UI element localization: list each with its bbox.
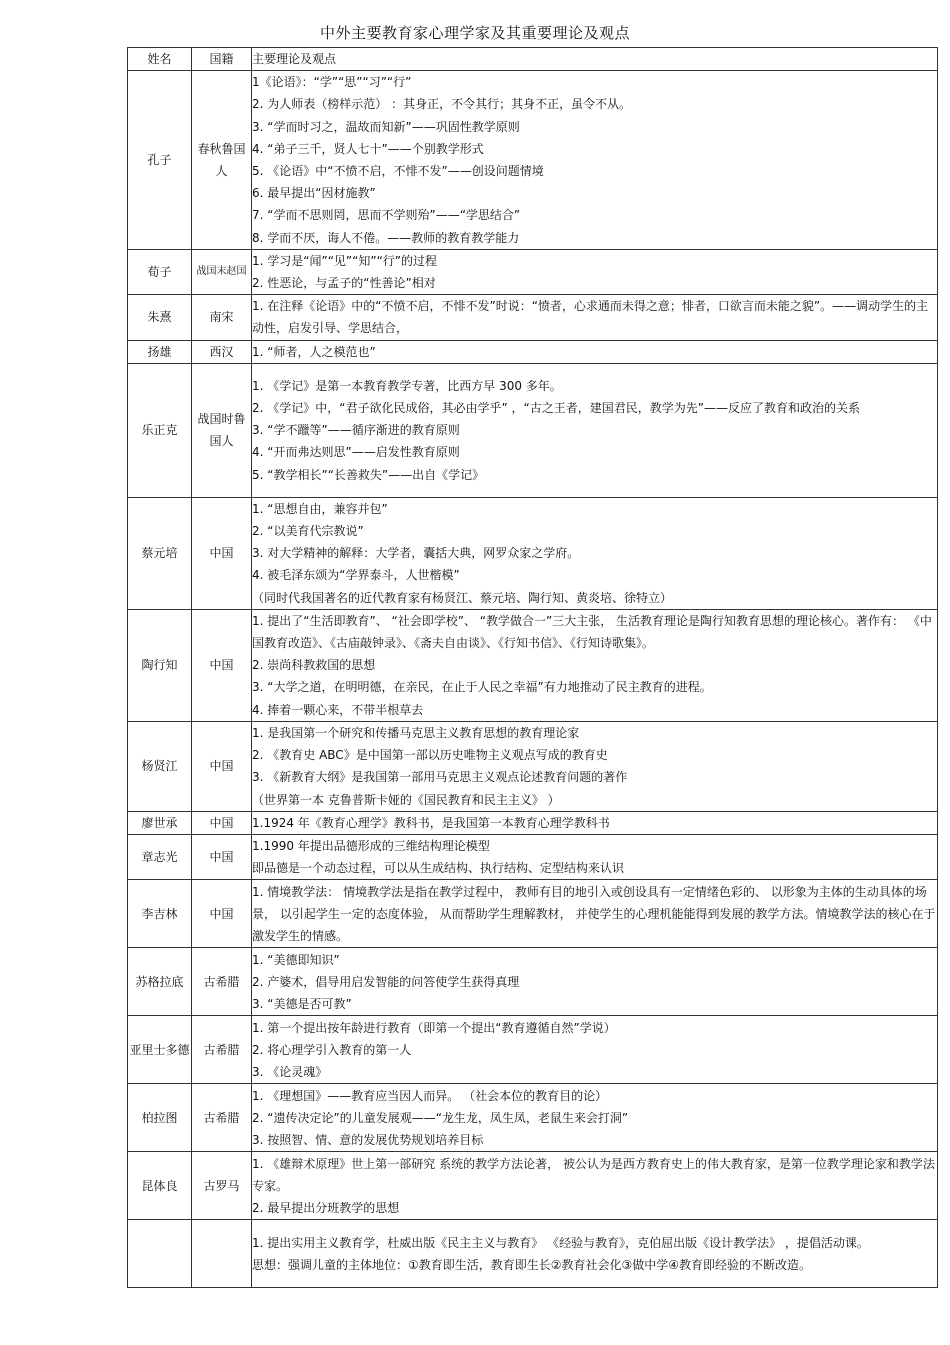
- theory-line: 6. 最早提出“因材施教”: [252, 186, 376, 201]
- theory-line: 2. 为人师表（榜样示范） ：其身正，不令其行；其身不正，虽令不从。: [252, 97, 632, 112]
- theory-line: 2. 崇尚科教救国的思想: [252, 658, 376, 673]
- theory-line: 1.1924 年《教育心理学》教科书，是我国第一本教育心理学教科书: [252, 815, 610, 830]
- theory-line: 3. “学不躐等”——循序渐进的教育原则: [252, 423, 460, 438]
- theory-line: 2. “以美育代宗教说”: [252, 524, 364, 539]
- theory-cell: [252, 811, 938, 834]
- theory-line: 3. 按照智、情、意的发展优势规划培养目标: [252, 1133, 484, 1148]
- theory-line: 8. 学而不厌，诲人不倦。——教师的教育教学能力: [252, 230, 520, 245]
- educator-nationality: 中国: [192, 835, 252, 880]
- theory-line: 3. “美德是否可教”: [252, 997, 352, 1012]
- theory-line: 2. “遗传决定论”的儿童发展观——“龙生龙，凤生凤，老鼠生来会打洞”: [252, 1110, 629, 1125]
- theory-cell: [252, 340, 938, 363]
- table-row: [128, 721, 938, 811]
- theory-cell: [252, 835, 938, 880]
- theory-line: 即品德是一个动态过程，可以从生成结构、执行结构、定型结构来认识: [252, 861, 625, 876]
- theory-line: 1. “师者，人之模范也”: [252, 344, 376, 359]
- theory-line: 1. 《学记》是第一本教育教学专著，比西方早 300 多年。: [252, 378, 562, 393]
- table-body: [128, 71, 938, 1288]
- document-title: 中外主要教育家心理学家及其重要理论及观点: [319, 24, 630, 42]
- theory-line: 3. 《论灵魂》: [252, 1065, 328, 1080]
- educator-nationality: 中国: [192, 880, 252, 948]
- theory-line: 4. “弟子三千，贤人七十”——个别教学形式: [252, 141, 484, 156]
- theory-cell: [252, 1220, 938, 1288]
- educator-nationality: 中国: [192, 721, 252, 811]
- table-row: [128, 948, 938, 1016]
- theory-line: 4. 捧着一颗心来，不带半根草去: [252, 702, 424, 717]
- theory-cell: [252, 1016, 938, 1084]
- educator-name: 荀子: [128, 249, 192, 294]
- theory-line: 2. 《学记》中，“君子欲化民成俗，其必由学乎” ，“古之王者，建国君民，教学为先”——反应了教育和政治的关系: [252, 401, 860, 416]
- educator-nationality: 中国: [192, 497, 252, 609]
- theory-cell: [252, 71, 938, 250]
- table-row: [128, 1016, 938, 1084]
- table-row: [128, 880, 938, 948]
- theory-cell: [252, 295, 938, 340]
- table-row: [128, 340, 938, 363]
- educator-name: 苏格拉底: [128, 948, 192, 1016]
- theory-line: 2. 《教育史 ABC》是中国第一部以历史唯物主义观点写成的教育史: [252, 748, 608, 763]
- educator-nationality: 战国时鲁国人: [192, 363, 252, 497]
- educator-nationality: 战国末赵国: [192, 249, 252, 294]
- educator-nationality: 中国: [192, 609, 252, 721]
- theory-cell: [252, 1084, 938, 1152]
- educator-nationality: 南宋: [192, 295, 252, 340]
- educator-nationality: 古希腊: [192, 948, 252, 1016]
- theory-line: 2. 将心理学引入教育的第一人: [252, 1042, 412, 1057]
- table-row: [128, 295, 938, 340]
- educators-table: [127, 47, 938, 1288]
- educator-name: 朱熹: [128, 295, 192, 340]
- theory-line: 7. “学而不思则罔，思而不学则殆”——“学思结合”: [252, 208, 521, 223]
- table-row: [128, 363, 938, 497]
- educator-name: 李吉林: [128, 880, 192, 948]
- theory-line: 2. 性恶论，与孟子的“性善论”相对: [252, 276, 436, 291]
- theory-line: 4. 被毛泽东颂为“学界泰斗，人世楷模”: [252, 568, 460, 583]
- educator-nationality: 古希腊: [192, 1016, 252, 1084]
- educator-nationality: 中国: [192, 811, 252, 834]
- theory-cell: [252, 497, 938, 609]
- theory-line: 4. “开而弗达则思”——启发性教育原则: [252, 445, 460, 460]
- educator-name: 亚里士多德: [128, 1016, 192, 1084]
- theory-line: 1. 提出实用主义教育学，杜威出版《民主主义与教育》 《经验与教育》，克伯屈出版《设计教学法》 ，提倡活动课。: [252, 1235, 869, 1250]
- educator-name: 杨贤江: [128, 721, 192, 811]
- theory-line: 1. 提出了“生活即教育”、 “社会即学校”、 “教学做合一”三大主张， 生活教育理论是陶行知教育思想的理论核心。著作有： 《中国教育改造》、《古庙敲钟录》、《斋夫自由谈》、《行知书信》、《行知诗歌集》。: [252, 613, 932, 651]
- theory-cell: [252, 363, 938, 497]
- educator-name: 昆体良: [128, 1152, 192, 1220]
- theory-line: 1. “美德即知识”: [252, 952, 340, 967]
- table-row: [128, 609, 938, 721]
- theory-cell: [252, 880, 938, 948]
- theory-cell: [252, 948, 938, 1016]
- educator-nationality: [192, 1220, 252, 1288]
- table-row: [128, 1084, 938, 1152]
- educator-nationality: 春秋鲁国人: [192, 71, 252, 250]
- theory-cell: [252, 609, 938, 721]
- theory-line: 3. “大学之道，在明明德，在亲民，在止于人民之幸福”有力地推动了民主教育的进程。: [252, 680, 712, 695]
- table-header-row: [128, 48, 938, 71]
- theory-line: 1. 在注释《论语》中的“不愤不启，不悱不发”时说：“愤者，心求通而未得之意；悱者，口欲言而未能之貌”。——调动学生的主动性，启发引导、学思结合，: [252, 299, 929, 336]
- table-row: [128, 1220, 938, 1288]
- theory-line: 5. “教学相长”“长善救失”——出自《学记》: [252, 467, 485, 482]
- educator-name: 柏拉图: [128, 1084, 192, 1152]
- theory-line: （世界第一本 克鲁普斯卡娅的《国民教育和民主主义》 ）: [252, 792, 560, 807]
- header-nationality: 国籍: [192, 48, 252, 71]
- theory-line: 5. 《论语》中“不愤不启，不悱不发”——创设问题情境: [252, 164, 544, 179]
- header-theory: 主要理论及观点: [252, 48, 938, 71]
- theory-line: 1. 《理想国》——教育应当因人而异。 （社会本位的教育目的论）: [252, 1088, 608, 1103]
- educator-name: 廖世承: [128, 811, 192, 834]
- educator-name: 蔡元培: [128, 497, 192, 609]
- theory-line: 1. 是我国第一个研究和传播马克思主义教育思想的教育理论家: [252, 725, 580, 740]
- theory-cell: [252, 721, 938, 811]
- educator-name: 孔子: [128, 71, 192, 250]
- theory-line: 3. “学而时习之，温故而知新”——巩固性教学原则: [252, 119, 520, 134]
- theory-line: 2. 最早提出分班教学的思想: [252, 1201, 400, 1216]
- educator-nationality: 西汉: [192, 340, 252, 363]
- table-row: [128, 1152, 938, 1220]
- educator-name: 乐正克: [128, 363, 192, 497]
- educator-name: 扬雄: [128, 340, 192, 363]
- theory-line: 1. 情境教学法： 情境教学法是指在教学过程中， 教师有目的地引入或创设具有一定情绪色彩的、 以形象为主体的生动具体的场景， 以引起学生一定的态度体验， 从而帮助学生理解教材， 并使学生的心理机能能得到发展的教学方法。情境教学法的核心在于激发学生的情感。: [252, 884, 936, 944]
- theory-line: （同时代我国著名的近代教育家有杨贤江、蔡元培、陶行知、黄炎培、徐特立）: [252, 590, 673, 605]
- table-row: [128, 811, 938, 834]
- theory-line: 3. 《新教育大纲》是我国第一部用马克思主义观点论述教育问题的著作: [252, 770, 628, 785]
- theory-line: 1. 《雄辩术原理》世上第一部研究 系统的教学方法论著， 被公认为是西方教育史上的伟大教育家，是第一位教学理论家和教学法专家。: [252, 1156, 935, 1193]
- educator-name: [128, 1220, 192, 1288]
- table-row: [128, 249, 938, 294]
- table-row: [128, 835, 938, 880]
- theory-line: 1. 第一个提出按年龄进行教育（即第一个提出“教育遵循自然”学说）: [252, 1020, 616, 1035]
- theory-line: 2. 产婆术，倡导用启发智能的问答使学生获得真理: [252, 974, 520, 989]
- table-row: [128, 71, 938, 250]
- educator-nationality: 古希腊: [192, 1084, 252, 1152]
- theory-line: 3. 对大学精神的解释：大学者，囊括大典，网罗众家之学府。: [252, 546, 580, 561]
- theory-cell: [252, 249, 938, 294]
- educator-nationality: 古罗马: [192, 1152, 252, 1220]
- header-name: 姓名: [128, 48, 192, 71]
- theory-line: 1《论语》：“学”“思”“习”“行”: [252, 75, 412, 90]
- theory-line: 1. “思想自由，兼容并包”: [252, 501, 388, 516]
- theory-line: 思想：强调儿童的主体地位：①教育即生活，教育即生长②教育社会化③做中学④教育即经验的不断改造。: [252, 1257, 812, 1272]
- educator-name: 陶行知: [128, 609, 192, 721]
- theory-cell: [252, 1152, 938, 1220]
- theory-line: 1. 学习是“闻”“见”“知”“行”的过程: [252, 253, 437, 268]
- educator-name: 章志光: [128, 835, 192, 880]
- theory-line: 1.1990 年提出品德形成的三维结构理论模型: [252, 839, 490, 854]
- table-row: [128, 497, 938, 609]
